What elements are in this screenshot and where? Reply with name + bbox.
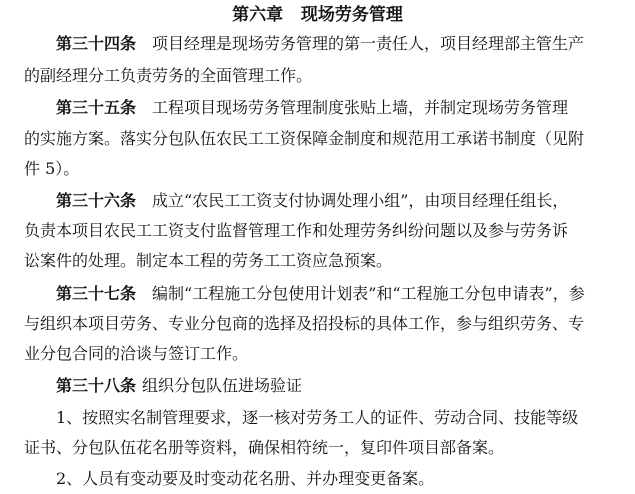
article-37-line-1 [56,282,624,306]
article-37-line-2: 与组织本项目劳务、专业分包商的选择及招投标的具体工作，参与组织劳务、专 [24,314,585,333]
article-36-label: 第三十六条 [56,191,137,210]
article-38-item-2-line-1: 2、人员有变动要及时变动花名册、并办理变更备案。 [56,469,435,488]
article-35-label: 第三十五条 [56,98,137,117]
article-36-line-3: 讼案件的处理。制定本工程的劳务工工资应急预案。 [24,251,393,270]
article-38-label: 第三十八条 [56,376,137,395]
article-34-line-2: 的副经理分工负责劳务的全面管理工作。 [24,66,313,85]
article-38-item-1-line-2: 证书、分包队伍花名册等资料，确保相符统一，复印件项目部备案。 [24,438,505,457]
article-34-line-1 [56,32,624,56]
article-37-label: 第三十七条 [56,284,137,303]
article-37-line-3: 业分包合同的洽谈与签订工作。 [24,344,249,363]
article-35-line-1 [56,96,624,120]
article-36-line-1 [56,189,624,213]
article-38-text-1: 组织分包队伍进场验证 [142,376,303,395]
article-34-text-1: 项目经理是现场劳务管理的第一责任人，项目经理部主管生产 [152,34,585,53]
article-38-line-1 [56,374,624,398]
article-35-line-2: 的实施方案。落实分包队伍农民工工资保障金制度和规范用工承诺书制度（见附 [24,129,585,148]
article-38-item-1-line-1: 1、按照实名制管理要求，逐一核对劳务工人的证件、劳动合同、技能等级 [56,408,579,427]
article-36-text-1: 成立“农民工工资支付协调处理小组”，由项目经理任组长， [152,191,569,210]
article-35-line-3: 件 5）。 [24,159,80,178]
chapter-title: 第六章 现场劳务管理 [232,5,403,25]
article-36-line-2: 负责本项目农民工工资支付监督管理工作和处理劳务纠纷问题以及参与劳务诉 [24,221,569,240]
article-35-text-1: 工程项目现场劳务管理制度张贴上墙，并制定现场劳务管理 [152,98,569,117]
article-37-text-1: 编制“工程施工分包使用计划表”和“工程施工分包申请表”，参 [152,284,585,303]
article-34-label: 第三十四条 [56,34,137,53]
